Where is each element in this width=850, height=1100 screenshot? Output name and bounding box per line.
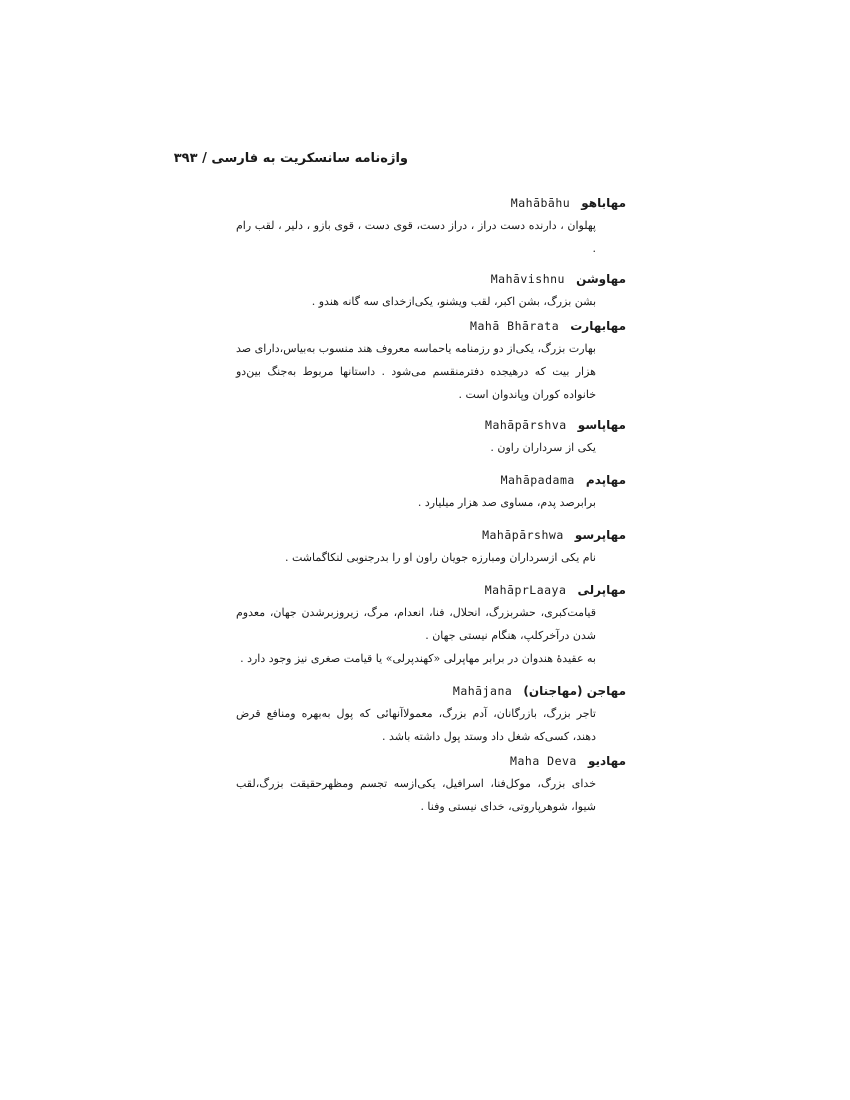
headword-latin: Mahājana bbox=[452, 684, 513, 698]
entry-definition: تاجر بزرگ، بازرگانان، آدم بزرگ، معمولاآنهائی که پول به‌بهره ومنافع قرض دهند، کسی‌که شغل داد وستد پول داشته باشد . bbox=[236, 707, 596, 743]
headword-latin: Mahāpārshva bbox=[485, 418, 567, 432]
entry-definition: نام یکی ازسرداران ومبارزه جویان راون او را بدرجنوبی لنکاگماشت . bbox=[284, 551, 596, 564]
headword-latin: Mahāpadama bbox=[500, 473, 575, 487]
headword-latin: Mahāvishnu bbox=[490, 272, 565, 286]
headword-persian: مهاوشن bbox=[576, 272, 626, 286]
entry-definition: پهلوان ، دارنده دست دراز ، دراز دست، قوی دست ، قوی بازو ، دلیر ، لقب رام . bbox=[236, 219, 596, 255]
running-header bbox=[173, 151, 408, 166]
book-title: واژه‌نامه سانسکریت به فارسی bbox=[211, 151, 408, 166]
entry-mahabharata bbox=[232, 313, 626, 406]
entry-headword bbox=[232, 412, 626, 436]
entry-headword bbox=[232, 467, 626, 491]
entry-headword bbox=[232, 313, 626, 337]
entry-definition: قیامت‌کبری، حشربزرگ، انحلال، فنا، انعدام، مرگ، زیروزبرشدن جهان، معدوم شدن درآخرکلپ، هنگام نیستی جهان . bbox=[236, 606, 596, 642]
entry-mahaparshwa bbox=[232, 522, 626, 569]
headword-persian: مهاپاسو bbox=[577, 418, 626, 432]
headword-persian: مهاپرلی bbox=[577, 583, 626, 597]
headword-latin: Mahāpārshwa bbox=[482, 528, 564, 542]
entry-definition: بشن بزرگ، بشن اکبر، لقب ویشنو، یکی‌ازخدای سه گانه هندو . bbox=[311, 295, 596, 308]
entry-mahapadama bbox=[232, 467, 626, 514]
headword-latin: MahāprLaaya bbox=[484, 583, 567, 597]
entry-headword bbox=[232, 678, 626, 702]
headword-persian: مهاباهو bbox=[581, 196, 626, 210]
entry-definition-note: به عقیدهٔ هندوان در برابر مهاپرلی «کهندپرلی» یا قیامت صغری نیز وجود دارد . bbox=[240, 652, 596, 665]
headword-persian: مهاپدم bbox=[585, 473, 626, 487]
entry-mahavishnu bbox=[232, 266, 626, 313]
entry-mahaparshva bbox=[232, 412, 626, 459]
headword-persian: مهادیو bbox=[587, 754, 626, 768]
entry-definition: خدای بزرگ، موکل‌فنا، اسرافیل، یکی‌ازسه تجسم ومظهرحقیقت بزرگ،لقب شیوا، شوهرپاروتی، خدای نیستی وفنا . bbox=[236, 777, 596, 813]
entry-headword bbox=[232, 748, 626, 772]
page-number: ۳۹۳ bbox=[173, 151, 198, 166]
headword-persian: مهابهارت bbox=[570, 319, 626, 333]
entry-headword bbox=[232, 190, 626, 214]
headword-latin: Mahā Bhārata bbox=[470, 319, 560, 333]
dictionary-entries bbox=[232, 190, 626, 818]
entry-definition: برابرصد پدم، مساوی صد هزار میلیارد . bbox=[417, 496, 596, 509]
entry-mahabahu bbox=[232, 190, 626, 260]
entry-mahapralaya bbox=[232, 577, 626, 670]
entry-headword bbox=[232, 577, 626, 601]
header-separator: / bbox=[202, 151, 207, 166]
entry-definition: یکی از سرداران راون . bbox=[490, 441, 596, 454]
headword-persian: مهاجن (مهاجنان) bbox=[523, 684, 626, 698]
entry-headword bbox=[232, 522, 626, 546]
headword-latin: Maha Deva bbox=[510, 754, 577, 768]
headword-persian: مهاپرسو bbox=[574, 528, 626, 542]
entry-definition: بهارت بزرگ، یکی‌از دو رزمنامه یاحماسه معروف هند منسوب به‌بیاس،دارای صد هزار بیت که درهیجده دفترمنقسم می‌شود . داستانها مربوط به‌جنگ بین‌دو خانواده کوران وپاندوان است . bbox=[236, 342, 596, 401]
headword-latin: Mahābāhu bbox=[510, 196, 571, 210]
entry-mahajana bbox=[232, 678, 626, 748]
entry-mahadeva bbox=[232, 748, 626, 818]
entry-headword bbox=[232, 266, 626, 290]
